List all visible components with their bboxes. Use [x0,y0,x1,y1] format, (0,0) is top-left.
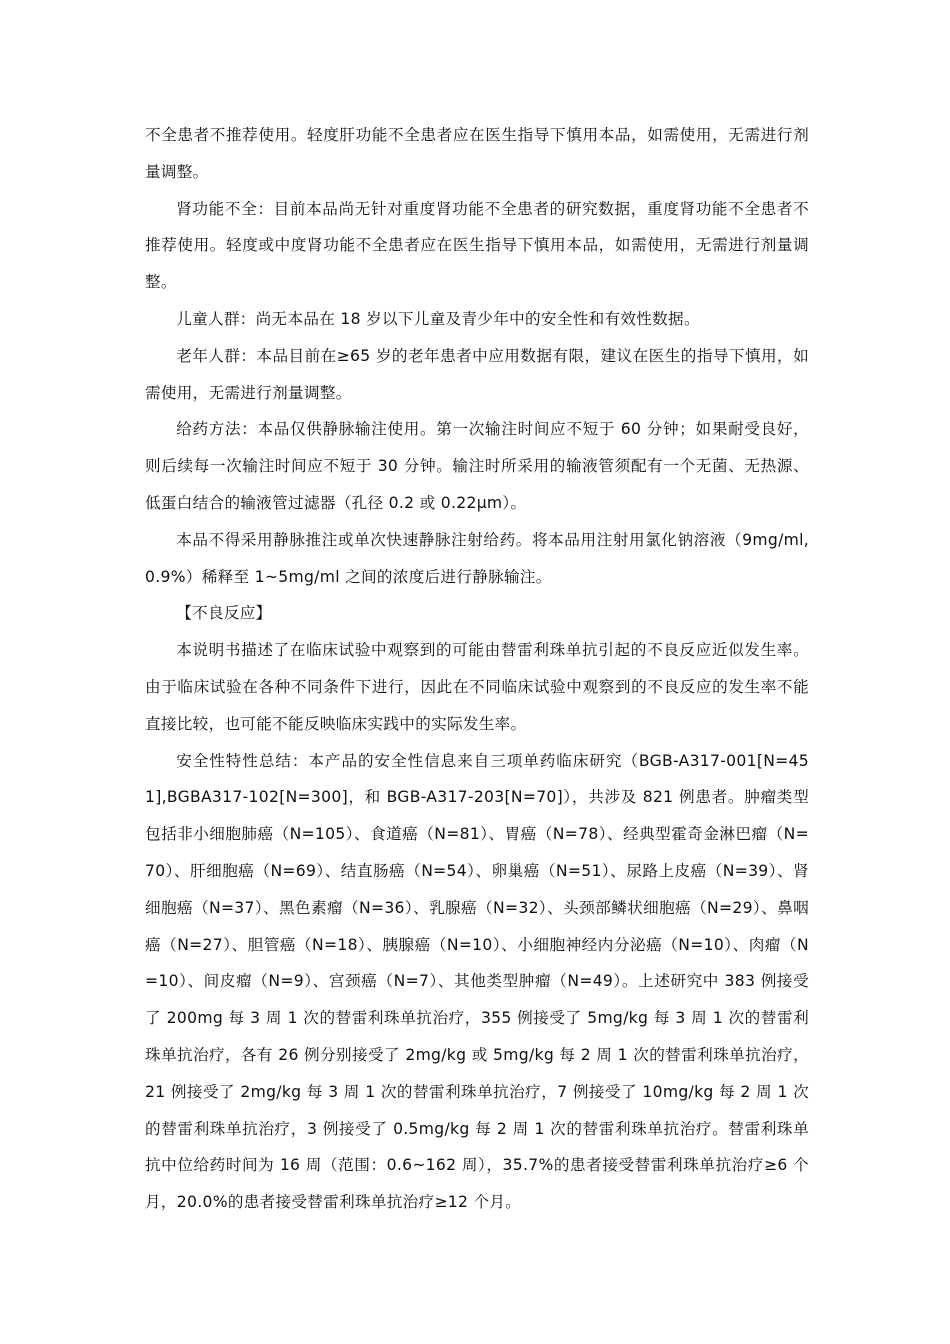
paragraph-safety-summary: 安全性特性总结：本产品的安全性信息来自三项单药临床研究（BGB-A317-001[N=451],BGBA317-102[N=300]，和 BGB-A317-203[N=70]），共涉及 821 例患者。肿瘤类型包括非小细胞肺癌（N=105）、食道癌（N=81）、胃癌（N=78）、经典型霍奇金淋巴瘤（N=70）、肝细胞癌（N=69）、结直肠癌（N=54）、卵巢癌（N=51）、尿路上皮癌（N=39）、肾细胞癌（N=37）、黑色素瘤（N=36）、乳腺癌（N=32）、头颈部鳞状细胞癌（N=29）、鼻咽癌（N=27）、胆管癌（N=18）、胰腺癌（N=10）、小细胞神经内分泌癌（N=10）、肉瘤（N=10）、间皮瘤（N=9）、宫颈癌（N=7）、其他类型肿瘤（N=49）。上述研究中 383 例接受了 200mg 每 3 周 1 次的替雷利珠单抗治疗，355 例接受了 5mg/kg 每 3 周 1 次的替雷利珠单抗治疗，各有 26 例分别接受了 2mg/kg 或 5mg/kg 每 2 周 1 次的替雷利珠单抗治疗，21 例接受了 2mg/kg 每 3 周 1 次的替雷利珠单抗治疗，7 例接受了 10mg/kg 每 2 周 1 次的替雷利珠单抗治疗，3 例接受了 0.5mg/kg 每 2 周 1 次的替雷利珠单抗治疗。替雷利珠单抗中位给药时间为 16 周（范围：0.6~162 周），35.7%的患者接受替雷利珠单抗治疗≥6 个月，20.0%的患者接受替雷利珠单抗治疗≥12 个月。 [145,751,809,1212]
document-page [145,117,809,1221]
paragraph-administration-method: 给药方法：本品仅供静脉输注使用。第一次输注时间应不短于 60 分钟；如果耐受良好，则后续每一次输注时间应不短于 30 分钟。输注时所采用的输液管须配有一个无菌、无热源、低蛋白结合的输液管过滤器（孔径 0.2 或 0.22μm）。 [145,420,809,512]
paragraph-elderly-population: 老年人群：本品目前在≥65 岁的老年患者中应用数据有限，建议在医生的指导下慎用，如需使用，无需进行剂量调整。 [145,346,809,402]
paragraph-dilution: 本品不得采用静脉推注或单次快速静脉注射给药。将本品用注射用氯化钠溶液（9mg/ml, 0.9%）稀释至 1~5mg/ml 之间的浓度后进行静脉输注。 [145,530,809,586]
paragraph-hepatic-continued: 不全患者不推荐使用。轻度肝功能不全患者应在医生指导下慎用本品，如需使用，无需进行剂量调整。 [145,126,809,181]
paragraph-pediatric-population: 儿童人群：尚无本品在 18 岁以下儿童及青少年中的安全性和有效性数据。 [176,309,700,328]
section-heading-adverse-reactions: 【不良反应】 [176,604,272,623]
paragraph-renal-impairment: 肾功能不全：目前本品尚无针对重度肾功能不全患者的研究数据，重度肾功能不全患者不推荐使用。轻度或中度肾功能不全患者应在医生指导下慎用本品，如需使用，无需进行剂量调整。 [145,199,809,292]
paragraph-adverse-reactions-intro: 本说明书描述了在临床试验中观察到的可能由替雷利珠单抗引起的不良反应近似发生率。由于临床试验在各种不同条件下进行，因此在不同临床试验中观察到的不良反应的发生率不能直接比较，也可能不能反映临床实践中的实际发生率。 [145,641,809,733]
